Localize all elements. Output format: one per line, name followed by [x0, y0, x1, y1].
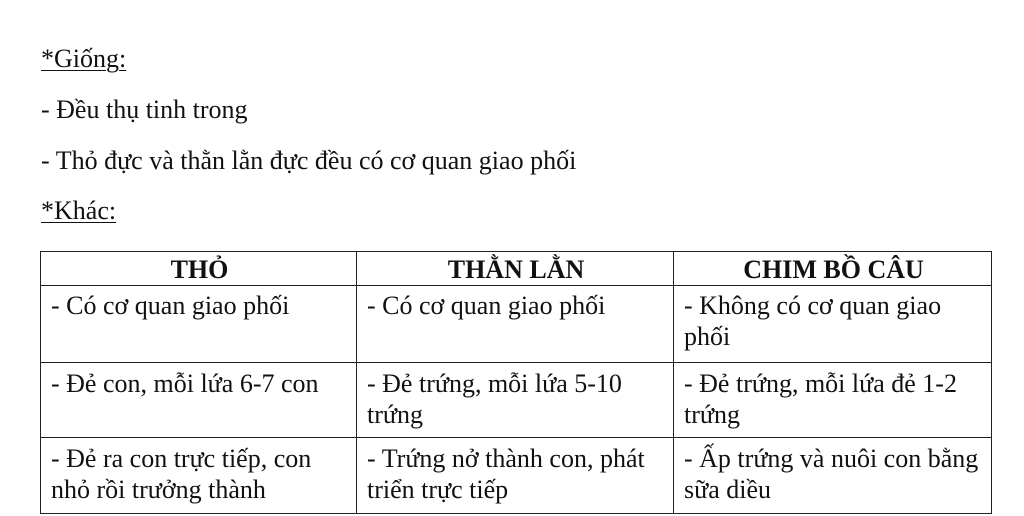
column-header-rabbit: THỎ: [41, 252, 357, 286]
similarity-item: - Thỏ đực và thằn lằn đực đều có cơ quan giao phối: [41, 146, 577, 175]
table-cell: - Trứng nở thành con, phát triển trực tiếp: [357, 438, 674, 514]
table-cell: - Có cơ quan giao phối: [357, 286, 674, 363]
table-cell: - Đẻ trứng, mỗi lứa đẻ 1-2 trứng: [674, 363, 992, 438]
column-header-pigeon: CHIM BỒ CÂU: [674, 252, 992, 286]
similarity-item: - Đều thụ tinh trong: [41, 95, 248, 124]
table-header-row: [41, 252, 992, 286]
table-row: [41, 286, 992, 363]
table-row: [41, 363, 992, 438]
table-cell: - Có cơ quan giao phối: [41, 286, 357, 363]
table-cell: - Đẻ trứng, mỗi lứa 5-10 trứng: [357, 363, 674, 438]
table-cell: - Không có cơ quan giao phối: [674, 286, 992, 363]
comparison-table: [40, 251, 992, 514]
table-row: [41, 438, 992, 514]
table-cell: - Đẻ ra con trực tiếp, con nhỏ rồi trưởng thành: [41, 438, 357, 514]
table-cell: - Đẻ con, mỗi lứa 6-7 con: [41, 363, 357, 438]
similarities-heading: *Giống:: [41, 44, 127, 73]
document-body: [41, 44, 991, 226]
table-cell: - Ấp trứng và nuôi con bằng sữa diều: [674, 438, 992, 514]
differences-heading: *Khác:: [41, 196, 117, 225]
column-header-lizard: THẰN LẰN: [357, 252, 674, 286]
